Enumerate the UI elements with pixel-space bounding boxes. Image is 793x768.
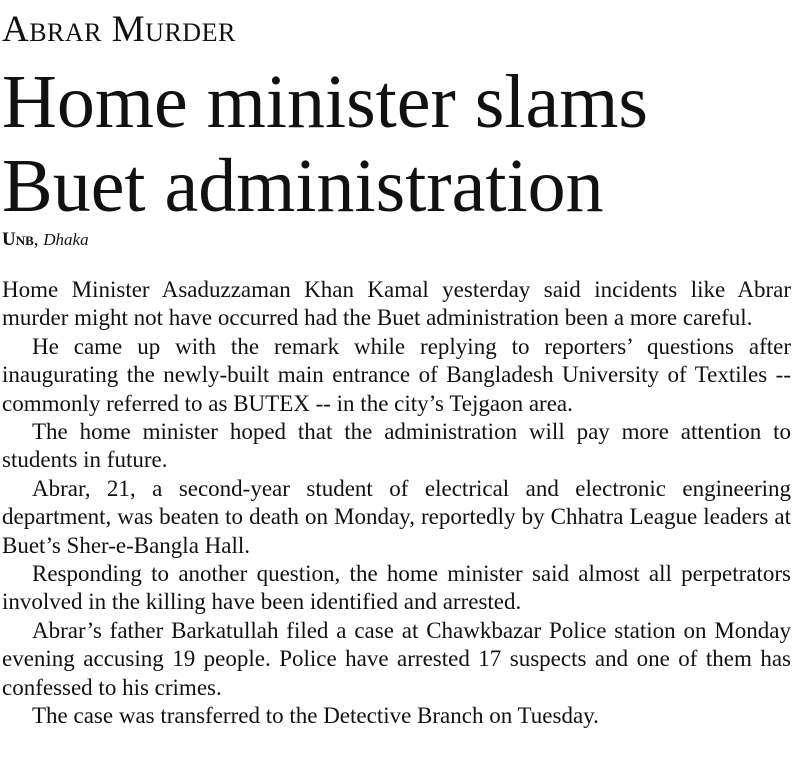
body-paragraph-3: The home minister hoped that the administration will pay more attention to students in future. [2, 419, 791, 473]
body-paragraph-1: Home Minister Asaduzzaman Khan Kamal yesterday said incidents like Abrar murder might not have occurred had the Buet administration been a more careful. [2, 277, 791, 331]
article-headline [2, 60, 792, 228]
body-paragraph-2: He came up with the remark while replying to reporters’ questions after inaugurating the newly-built main entrance of Bangladesh University of Textiles -- commonly referred to as BUTEX -- in the city’s Tejgaon area. [2, 333, 791, 416]
article-body [2, 276, 791, 731]
byline-separator: , [33, 229, 44, 250]
body-paragraph-6: Abrar’s father Barkatullah filed a case at Chawkbazar Police station on Monday evening accusing 19 people. Police have arrested 17 suspects and one of them has confessed to his crimes. [2, 617, 791, 700]
body-paragraph-5: Responding to another question, the home minister said almost all perpetrators involved in the killing have been identified and arrested. [2, 561, 791, 615]
body-paragraph-4: Abrar, 21, a second-year student of electrical and electronic engineering department, was beaten to death on Monday, reportedly by Chhatra League leaders at Buet’s Sher-e-Bangla Hall. [2, 475, 791, 558]
byline-place: Dhaka [43, 230, 89, 249]
headline-line-2: Buet administration [2, 144, 604, 228]
article-kicker: Abrar Murder [2, 9, 236, 50]
headline-line-1: Home minister slams [2, 60, 648, 144]
byline-agency: Unb [2, 229, 34, 250]
body-paragraph-7: The case was transferred to the Detective Branch on Tuesday. [32, 703, 599, 729]
article-byline [2, 227, 89, 253]
